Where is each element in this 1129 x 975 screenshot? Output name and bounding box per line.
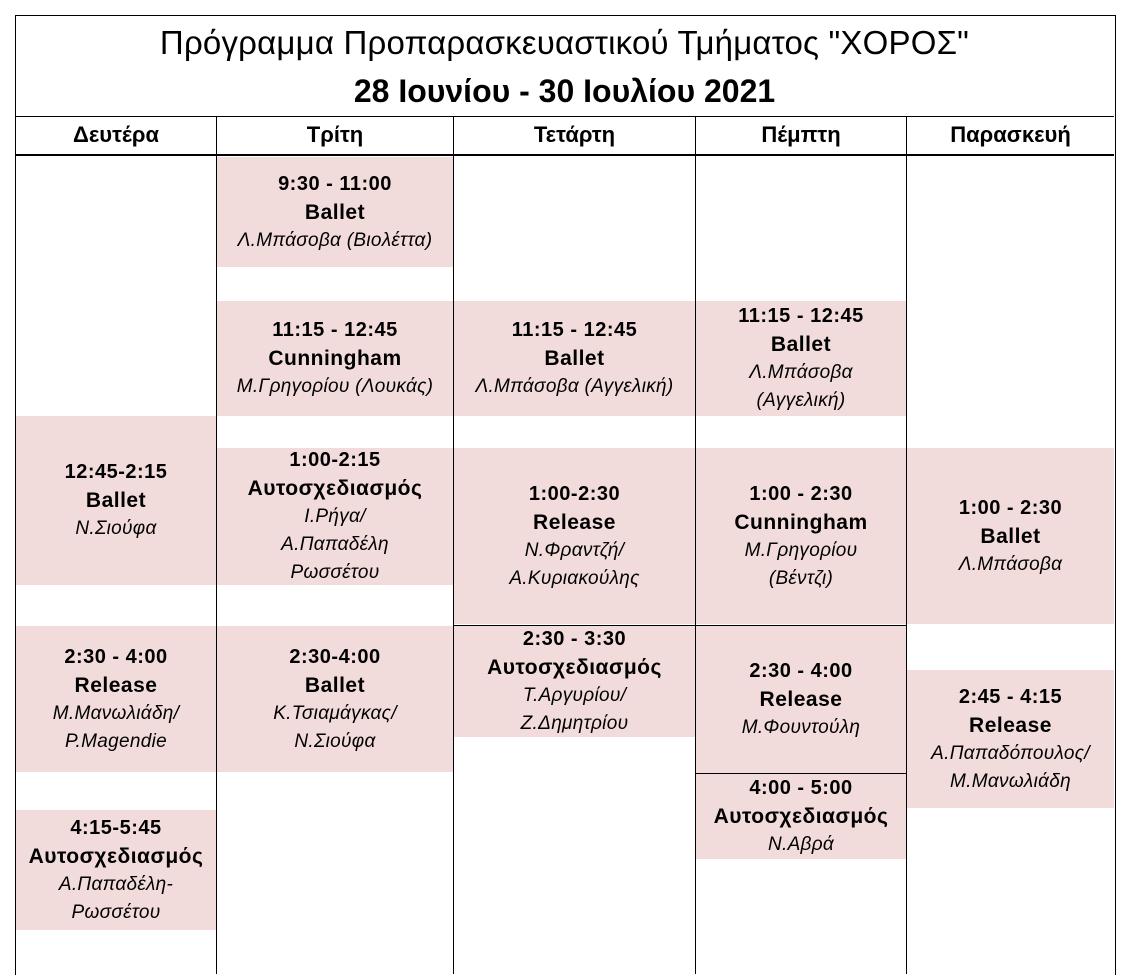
class-block xyxy=(696,774,906,859)
class-block xyxy=(454,626,695,737)
class-teacher: Ν.Σιούφα xyxy=(75,518,157,539)
schedule-title: Πρόγραμμα Προπαρασκευαστικού Τμήματος "ΧΟΡΟΣ" xyxy=(159,24,970,61)
class-block xyxy=(16,626,216,772)
class-block xyxy=(454,448,695,624)
class-teacher: (Αγγελική) xyxy=(756,390,846,411)
class-block xyxy=(217,626,453,772)
class-block xyxy=(16,810,216,930)
class-name: Release xyxy=(969,713,1052,737)
class-teacher: Λ.Μπάσοβα xyxy=(749,362,853,383)
class-name: Release xyxy=(533,510,616,534)
class-teacher: Μ.Μανωλιάδη/ xyxy=(52,702,180,724)
class-teacher: Μ.Φουντούλη xyxy=(741,717,861,738)
day-header-friday: Παρασκευή xyxy=(950,122,1071,147)
class-block xyxy=(907,448,1114,624)
class-time: 11:15 - 12:45 xyxy=(738,305,864,327)
class-time: 2:30 - 4:00 xyxy=(64,645,168,668)
class-teacher: (Βέντζι) xyxy=(768,567,834,589)
class-name: Αυτοσχεδιασμός xyxy=(247,477,423,500)
column-divider xyxy=(453,116,454,974)
class-name: Ballet xyxy=(544,347,605,370)
class-time: 9:30 - 11:00 xyxy=(278,172,392,195)
class-teacher: Ρωσσέτου xyxy=(71,901,161,923)
class-block xyxy=(454,301,695,416)
class-name: Ballet xyxy=(304,673,366,697)
class-name: Ballet xyxy=(980,524,1041,548)
class-teacher: Ν.Σιούφα xyxy=(294,730,376,752)
class-teacher: Μ.Μανωλιάδη xyxy=(950,770,1071,792)
schedule-dates: 28 Ιουνίου - 30 Ιουλίου 2021 xyxy=(353,73,776,109)
class-time: 12:45-2:15 xyxy=(64,461,168,483)
class-block xyxy=(696,448,906,624)
class-time: 1:00-2:15 xyxy=(289,449,381,471)
class-name: Αυτοσχεδιασμός xyxy=(28,844,204,868)
class-teacher: Λ.Μπάσοβα (Βιολέττα) xyxy=(237,229,433,251)
day-header-tuesday: Τρίτη xyxy=(306,122,364,147)
class-teacher: Ι.Ρήγα/ xyxy=(304,506,366,527)
column-divider xyxy=(906,116,907,974)
class-time: 11:15 - 12:45 xyxy=(511,319,638,341)
class-teacher: Τ.Αργυρίου/ xyxy=(522,685,627,706)
day-header-monday: Δευτέρα xyxy=(73,122,159,147)
class-teacher: Λ.Μπάσοβα xyxy=(958,553,1063,575)
class-teacher: Ν.Φραντζή/ xyxy=(524,539,625,561)
column-divider xyxy=(695,116,696,974)
class-name: Cunningham xyxy=(734,510,868,534)
class-time: 2:30-4:00 xyxy=(289,645,381,668)
class-teacher: Ρωσσέτου xyxy=(290,562,380,583)
class-block xyxy=(217,157,453,267)
class-teacher: Α.Παπαδέλη- xyxy=(58,873,174,895)
class-teacher: P.Magendie xyxy=(65,730,167,752)
class-teacher: Α.Παπαδόπουλος/ xyxy=(931,742,1090,764)
class-block xyxy=(696,301,906,416)
class-time: 2:30 - 3:30 xyxy=(522,628,627,650)
title-box xyxy=(15,15,1114,117)
class-name: Release xyxy=(759,688,843,711)
class-teacher: Ζ.Δημητρίου xyxy=(520,713,629,734)
class-name: Ballet xyxy=(85,489,147,512)
class-time: 2:30 - 4:00 xyxy=(749,660,853,682)
header-divider xyxy=(15,154,1114,156)
day-header-wednesday: Τετάρτη xyxy=(533,122,616,147)
class-block xyxy=(217,448,453,585)
class-time: 4:15-5:45 xyxy=(70,816,162,839)
class-teacher: Ν.Αβρά xyxy=(767,834,835,855)
class-teacher: Α.Παπαδέλη xyxy=(281,534,389,555)
class-name: Cunningham xyxy=(268,347,402,370)
class-teacher: Κ.Τσιαμάγκας/ xyxy=(273,702,397,724)
class-name: Αυτοσχεδιασμός xyxy=(713,805,889,828)
class-teacher: Λ.Μπάσοβα (Αγγελική) xyxy=(475,376,674,397)
class-block xyxy=(907,670,1114,808)
class-time: 1:00 - 2:30 xyxy=(749,482,853,505)
class-name: Ballet xyxy=(770,333,832,356)
class-time: 11:15 - 12:45 xyxy=(272,319,398,341)
class-block xyxy=(16,416,216,585)
class-teacher: Μ.Γρηγορίου xyxy=(744,539,858,561)
class-block xyxy=(217,301,453,416)
class-time: 1:00 - 2:30 xyxy=(958,496,1063,519)
day-header-thursday: Πέμπτη xyxy=(761,122,841,147)
class-teacher: Α.Κυριακούλης xyxy=(509,567,640,589)
class-name: Αυτοσχεδιασμός xyxy=(487,656,662,679)
class-teacher: Μ.Γρηγορίου (Λουκάς) xyxy=(236,376,434,397)
class-time: 2:45 - 4:15 xyxy=(958,685,1063,708)
class-time: 1:00-2:30 xyxy=(528,482,621,505)
class-name: Ballet xyxy=(304,200,366,224)
column-divider xyxy=(216,116,217,974)
class-time: 4:00 - 5:00 xyxy=(749,777,853,799)
class-block xyxy=(696,626,906,773)
class-name: Release xyxy=(74,673,158,697)
